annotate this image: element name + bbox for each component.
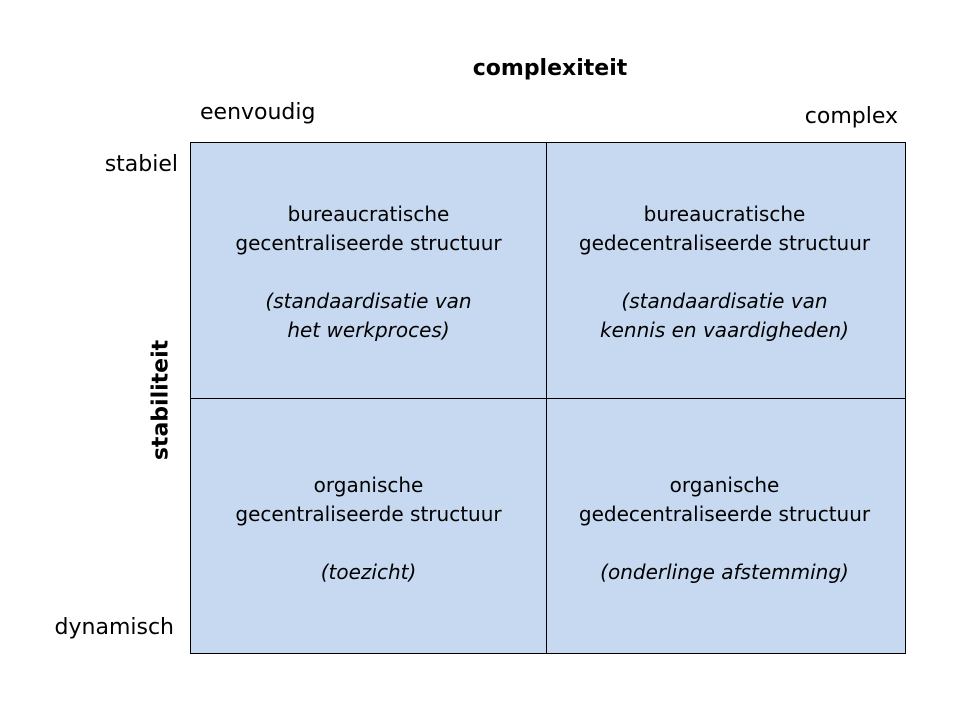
quadrant-description: kennis en vaardigheden) [600, 318, 849, 342]
quadrant-title-line: gedecentraliseerde structuur [578, 231, 871, 255]
x-axis-title: complexiteit [472, 56, 628, 81]
quadrant-description: (standaardisatie van [265, 289, 472, 313]
x-axis-low-label: eenvoudig [200, 100, 316, 125]
quadrant-description: het werkproces) [287, 318, 450, 342]
quadrant-bottom-right [547, 471, 902, 587]
quadrant-title-line: organische [313, 473, 424, 497]
quadrant-title-line: gecentraliseerde structuur [235, 231, 502, 255]
quadrant-description: (onderlinge afstemming) [600, 560, 849, 584]
quadrant-title-line: gecentraliseerde structuur [235, 502, 502, 526]
quadrant-title-line: organische [669, 473, 780, 497]
quadrant-title-line: bureaucratische [287, 202, 450, 226]
horizontal-divider [191, 398, 905, 399]
quadrant-grid [190, 142, 906, 654]
x-axis-high-label: complex [804, 104, 898, 129]
y-axis-title: stabiliteit [148, 339, 174, 461]
quadrant-top-right [547, 200, 902, 345]
quadrant-title-line: bureaucratische [643, 202, 806, 226]
quadrant-description: (standaardisatie van [621, 289, 828, 313]
y-axis-low-label: dynamisch [54, 615, 174, 640]
quadrant-description: (toezicht) [320, 560, 417, 584]
y-axis-high-label: stabiel [104, 152, 178, 177]
quadrant-top-left [191, 200, 546, 345]
quadrant-bottom-left [191, 471, 546, 587]
quadrant-title-line: gedecentraliseerde structuur [578, 502, 871, 526]
